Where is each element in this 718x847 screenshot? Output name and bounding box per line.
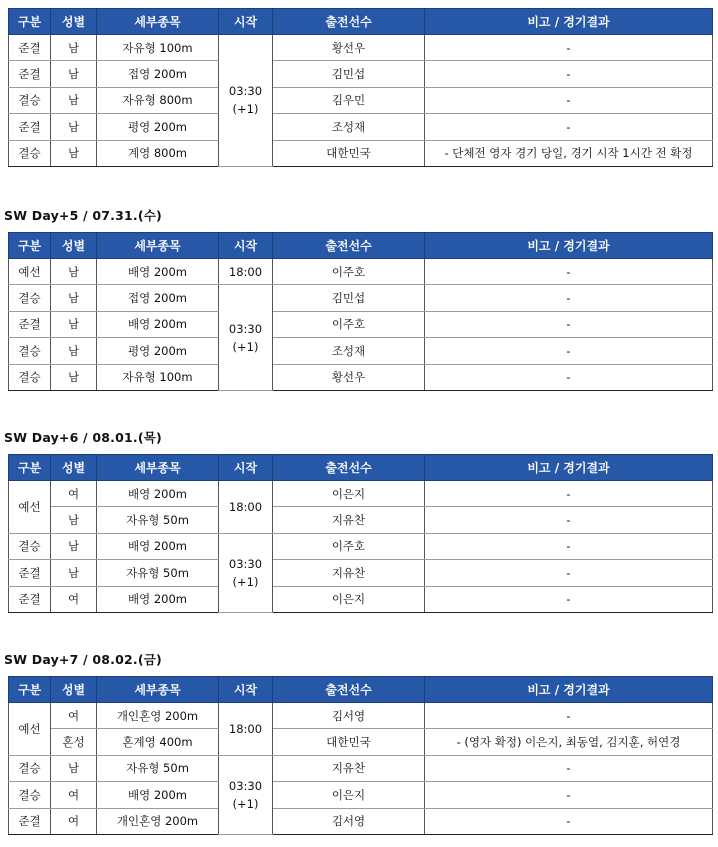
- gender-cell: 남: [51, 311, 97, 337]
- start-time: 03:30: [228, 778, 263, 793]
- table-header-row: [9, 233, 713, 259]
- player-cell: 김민섭: [273, 285, 425, 311]
- header-start: 시작: [219, 677, 273, 703]
- start-time: 03:30: [228, 556, 263, 571]
- header-gender: 성별: [51, 9, 97, 35]
- category-cell: 결승: [9, 338, 51, 364]
- table-row: [9, 259, 713, 285]
- category-cell: 결승: [9, 782, 51, 808]
- header-event: 세부종목: [97, 9, 219, 35]
- event-cell: 평영 200m: [97, 114, 219, 140]
- start-time-cell: 18:00: [219, 703, 273, 756]
- note-cell: - 단체전 영자 경기 당일, 경기 시작 1시간 전 확정: [425, 140, 713, 166]
- header-note: 비고 / 경기결과: [425, 9, 713, 35]
- note-cell: -: [425, 35, 713, 61]
- table-row: [9, 87, 713, 113]
- event-cell: 배영 200m: [97, 481, 219, 507]
- gender-cell: 남: [51, 35, 97, 61]
- player-cell: 이은지: [273, 782, 425, 808]
- header-player: 출전선수: [273, 233, 425, 259]
- header-start: 시작: [219, 455, 273, 481]
- player-cell: 이주호: [273, 533, 425, 559]
- note-cell: -: [425, 259, 713, 285]
- gender-cell: 남: [51, 507, 97, 533]
- day-title: SW Day+7 / 08.02.(금): [4, 652, 162, 667]
- note-cell: -: [425, 364, 713, 390]
- gender-cell: 여: [51, 586, 97, 612]
- table-row: [9, 533, 713, 559]
- note-cell: -: [425, 285, 713, 311]
- note-cell: - (영자 확정) 이은지, 최동열, 김지훈, 허연경: [425, 729, 713, 755]
- table-row: [9, 507, 713, 533]
- note-cell: -: [425, 782, 713, 808]
- table-row: [9, 140, 713, 166]
- category-cell: 결승: [9, 364, 51, 390]
- category-cell: 결승: [9, 87, 51, 113]
- header-category: 구분: [9, 9, 51, 35]
- header-player: 출전선수: [273, 677, 425, 703]
- event-cell: 배영 200m: [97, 311, 219, 337]
- start-time: 03:30: [228, 84, 263, 99]
- header-event: 세부종목: [97, 233, 219, 259]
- table-row: [9, 338, 713, 364]
- player-cell: 김민섭: [273, 61, 425, 87]
- gender-cell: 남: [51, 140, 97, 166]
- player-cell: 김서영: [273, 808, 425, 834]
- table-row: [9, 311, 713, 337]
- category-cell: 준결: [9, 560, 51, 586]
- table-header-row: [9, 9, 713, 35]
- event-cell: 개인혼영 200m: [97, 808, 219, 834]
- event-cell: 배영 200m: [97, 586, 219, 612]
- start-day-offset: (+1): [232, 102, 259, 117]
- category-cell: 준결: [9, 586, 51, 612]
- header-gender: 성별: [51, 677, 97, 703]
- table-row: [9, 703, 713, 729]
- note-cell: -: [425, 533, 713, 559]
- start-day-offset: (+1): [232, 574, 259, 589]
- event-cell: 혼계영 400m: [97, 729, 219, 755]
- note-cell: -: [425, 481, 713, 507]
- gender-cell: 남: [51, 61, 97, 87]
- category-cell: 준결: [9, 61, 51, 87]
- event-cell: 배영 200m: [97, 259, 219, 285]
- table-row: [9, 755, 713, 781]
- event-cell: 자유형 50m: [97, 755, 219, 781]
- event-cell: 접영 200m: [97, 285, 219, 311]
- note-cell: -: [425, 114, 713, 140]
- header-note: 비고 / 경기결과: [425, 233, 713, 259]
- gender-cell: 남: [51, 114, 97, 140]
- player-cell: 황선우: [273, 364, 425, 390]
- gender-cell: 남: [51, 364, 97, 390]
- category-cell: 예선: [9, 481, 51, 534]
- category-cell: 결승: [9, 755, 51, 781]
- event-cell: 자유형 50m: [97, 507, 219, 533]
- event-cell: 자유형 50m: [97, 560, 219, 586]
- player-cell: 지유찬: [273, 507, 425, 533]
- header-start: 시작: [219, 9, 273, 35]
- category-cell: 예선: [9, 259, 51, 285]
- header-player: 출전선수: [273, 455, 425, 481]
- category-cell: 준결: [9, 808, 51, 834]
- category-cell: 준결: [9, 311, 51, 337]
- header-category: 구분: [9, 455, 51, 481]
- player-cell: 조성재: [273, 114, 425, 140]
- category-cell: 결승: [9, 533, 51, 559]
- table-row: [9, 114, 713, 140]
- gender-cell: 남: [51, 755, 97, 781]
- gender-cell: 여: [51, 808, 97, 834]
- table-row: [9, 364, 713, 390]
- player-cell: 김우민: [273, 87, 425, 113]
- header-start: 시작: [219, 233, 273, 259]
- category-cell: 결승: [9, 140, 51, 166]
- gender-cell: 여: [51, 782, 97, 808]
- start-time-cell: 18:00: [219, 481, 273, 534]
- player-cell: 김서영: [273, 703, 425, 729]
- gender-cell: 남: [51, 533, 97, 559]
- note-cell: -: [425, 87, 713, 113]
- header-event: 세부종목: [97, 455, 219, 481]
- start-time-cell: [219, 533, 273, 612]
- start-day-offset: (+1): [232, 796, 259, 811]
- header-category: 구분: [9, 233, 51, 259]
- day-title: SW Day+6 / 08.01.(목): [4, 430, 162, 445]
- gender-cell: 여: [51, 481, 97, 507]
- event-cell: 자유형 100m: [97, 35, 219, 61]
- gender-cell: 혼성: [51, 729, 97, 755]
- header-gender: 성별: [51, 233, 97, 259]
- category-cell: 예선: [9, 703, 51, 756]
- gender-cell: 남: [51, 259, 97, 285]
- start-time-cell: [219, 35, 273, 167]
- player-cell: 황선우: [273, 35, 425, 61]
- player-cell: 이주호: [273, 259, 425, 285]
- event-cell: 자유형 100m: [97, 364, 219, 390]
- player-cell: 이주호: [273, 311, 425, 337]
- header-player: 출전선수: [273, 9, 425, 35]
- table-row: [9, 285, 713, 311]
- table-header-row: [9, 455, 713, 481]
- header-event: 세부종목: [97, 677, 219, 703]
- gender-cell: 남: [51, 87, 97, 113]
- schedule-table-2: [8, 232, 713, 391]
- event-cell: 개인혼영 200m: [97, 703, 219, 729]
- header-category: 구분: [9, 677, 51, 703]
- gender-cell: 남: [51, 560, 97, 586]
- table-row: [9, 560, 713, 586]
- category-cell: 준결: [9, 35, 51, 61]
- event-cell: 자유형 800m: [97, 87, 219, 113]
- player-cell: 이은지: [273, 481, 425, 507]
- player-cell: 대한민국: [273, 140, 425, 166]
- note-cell: -: [425, 808, 713, 834]
- event-cell: 평영 200m: [97, 338, 219, 364]
- player-cell: 지유찬: [273, 560, 425, 586]
- note-cell: -: [425, 338, 713, 364]
- schedule-table-3: [8, 454, 713, 613]
- note-cell: -: [425, 703, 713, 729]
- gender-cell: 여: [51, 703, 97, 729]
- player-cell: 대한민국: [273, 729, 425, 755]
- table-row: [9, 782, 713, 808]
- player-cell: 이은지: [273, 586, 425, 612]
- start-time-cell: [219, 755, 273, 834]
- note-cell: -: [425, 311, 713, 337]
- table-row: [9, 586, 713, 612]
- player-cell: 지유찬: [273, 755, 425, 781]
- event-cell: 계영 800m: [97, 140, 219, 166]
- category-cell: 준결: [9, 114, 51, 140]
- table-row: [9, 481, 713, 507]
- note-cell: -: [425, 507, 713, 533]
- table-row: [9, 35, 713, 61]
- note-cell: -: [425, 755, 713, 781]
- day-title: SW Day+5 / 07.31.(수): [4, 208, 162, 223]
- event-cell: 배영 200m: [97, 533, 219, 559]
- start-time-cell: [219, 285, 273, 391]
- schedule-table-1: [8, 8, 713, 167]
- header-note: 비고 / 경기결과: [425, 455, 713, 481]
- start-day-offset: (+1): [232, 339, 259, 354]
- header-gender: 성별: [51, 455, 97, 481]
- note-cell: -: [425, 560, 713, 586]
- player-cell: 조성재: [273, 338, 425, 364]
- category-cell: 결승: [9, 285, 51, 311]
- table-row: [9, 729, 713, 755]
- gender-cell: 남: [51, 338, 97, 364]
- note-cell: -: [425, 586, 713, 612]
- start-time-cell: 18:00: [219, 259, 273, 285]
- start-time: 03:30: [228, 321, 263, 336]
- table-row: [9, 808, 713, 834]
- event-cell: 배영 200m: [97, 782, 219, 808]
- table-header-row: [9, 677, 713, 703]
- event-cell: 접영 200m: [97, 61, 219, 87]
- table-row: [9, 61, 713, 87]
- note-cell: -: [425, 61, 713, 87]
- gender-cell: 남: [51, 285, 97, 311]
- header-note: 비고 / 경기결과: [425, 677, 713, 703]
- schedule-table-4: [8, 676, 713, 835]
